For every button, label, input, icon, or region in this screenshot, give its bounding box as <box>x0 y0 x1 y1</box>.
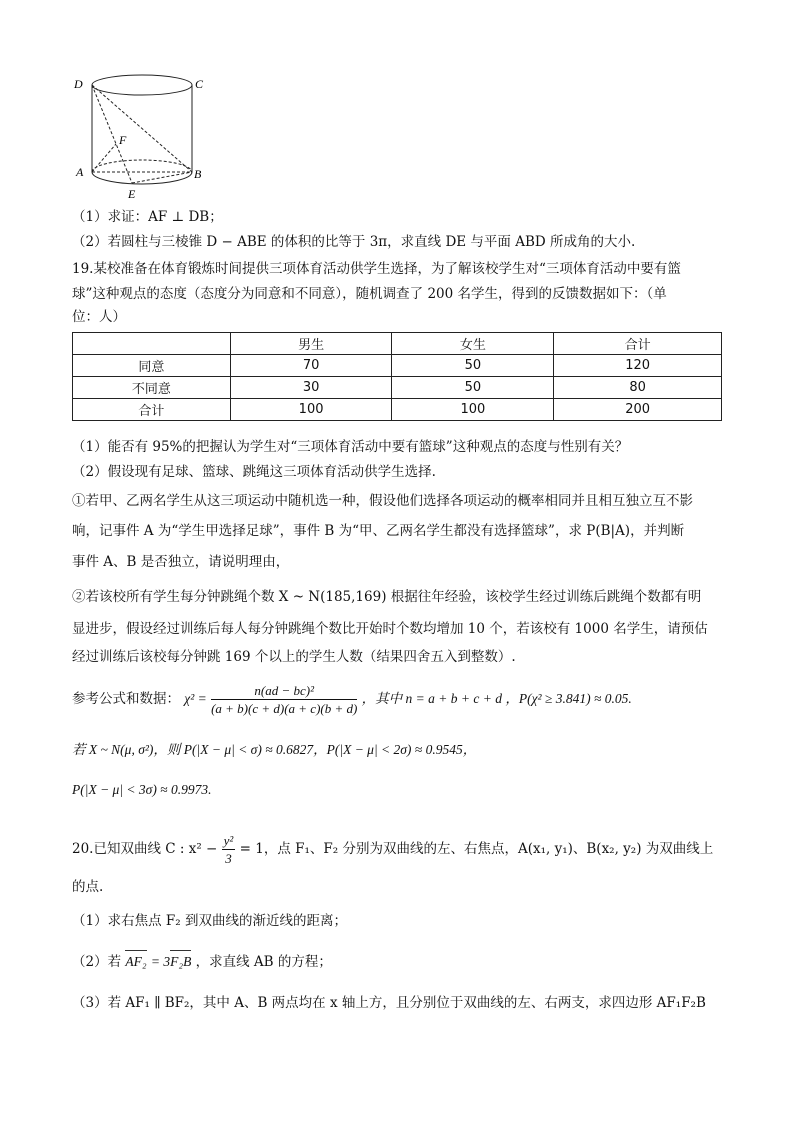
q18-part1: （1）求证：AF ⊥ DB； <box>72 209 223 225</box>
table-row <box>73 377 722 399</box>
q19-case1-line2: 响，记事件 A 为“学生甲选择足球”，事件 B 为“甲、乙两名学生都没有选择篮球”，求 P(B|A)，并判断 <box>72 523 685 539</box>
bottom-ellipse-back <box>92 160 192 172</box>
table-cell: 不同意 <box>73 377 231 399</box>
table-row <box>73 355 722 377</box>
table-row <box>73 399 722 421</box>
top-ellipse <box>92 75 192 95</box>
q19-intro-line1: 19.某校准备在体育锻炼时间提供三项体育活动供学生选择，为了解该校学生对“三项体育活动中要有篮 <box>72 261 681 277</box>
chi-square-fraction <box>211 682 357 717</box>
q20-intro <box>72 830 713 868</box>
table-cell: 同意 <box>73 355 231 377</box>
q19-case2-line2: 显进步，假设经过训练后每人每分钟跳绳个数比开始时个数均增加 10 个，若该校有 1000 名学生，请预估 <box>72 621 708 637</box>
reference-formula <box>72 680 632 718</box>
survey-table <box>72 332 722 421</box>
table-cell: 30 <box>230 377 392 399</box>
q20-part2-prefix: （2）若 <box>72 954 122 970</box>
table-header-row <box>73 333 722 355</box>
q19-case1-line1: ①若甲、乙两名学生从这三项运动中随机选一种，假设他们选择各项运动的概率相同并且相互独立互不影 <box>72 493 693 509</box>
table-header-cell: 女生 <box>392 333 554 355</box>
q19-case2-line3: 经过训练后该校每分钟跳 169 个以上的学生人数（结果四舍五入到整数）. <box>72 649 516 665</box>
table-cell: 80 <box>554 377 722 399</box>
line-EB <box>132 172 192 183</box>
line-AF <box>92 144 116 172</box>
table-cell: 70 <box>230 355 392 377</box>
table-cell: 合计 <box>73 399 231 421</box>
table-header-cell: 合计 <box>554 333 722 355</box>
q19-part1: （1）能否有 95%的把握认为学生对“三项体育活动中要有篮球”这种观点的态度与性别有关？ <box>72 439 629 455</box>
label-F: F <box>119 133 127 147</box>
normal-distribution-line2: P(|X − μ| < 3σ) ≈ 0.9973. <box>72 782 212 797</box>
fraction-denominator: 3 <box>225 851 232 866</box>
q19-intro-line3: 位：人） <box>72 309 126 325</box>
label-C: C <box>195 77 204 91</box>
label-B: B <box>194 167 202 181</box>
q20-part2-suffix: ，求直线 AB 的方程； <box>195 954 332 970</box>
table-header-cell <box>73 333 231 355</box>
q20-intro-line2: 的点. <box>72 879 104 895</box>
q20-intro-b: = 1，点 F₁、F₂ 分别为双曲线的左、右焦点，A(x₁, y₁)、B(x₂, y₂) 为双曲线上 <box>239 841 714 857</box>
q20-part3: （3）若 AF₁ ∥ BF₂，其中 A、B 两点均在 x 轴上方，且分别位于双曲线的左、右两支，求四边形 AF₁F₂B <box>72 995 706 1011</box>
bottom-ellipse-front <box>92 172 192 184</box>
reference-prefix: 参考公式和数据： <box>72 691 180 707</box>
fraction-numerator: y² <box>223 833 234 848</box>
table-cell: 100 <box>392 399 554 421</box>
label-E: E <box>128 187 136 201</box>
q19-intro-line2: 球”这种观点的态度（态度分为同意和不同意），随机调查了 200 名学生，得到的反馈数据如下：（单 <box>72 286 667 302</box>
table-cell: 200 <box>554 399 722 421</box>
fraction-numerator: n(ad − bc)² <box>211 682 357 700</box>
normal-distribution-line1: 若 X ~ N(μ, σ²)，则 P(|X − μ| < σ) ≈ 0.6827，P(|X − μ| < 2σ) ≈ 0.9545， <box>72 742 477 757</box>
q20-part2 <box>72 953 332 971</box>
vector-AF2: AF₂ <box>125 954 147 969</box>
reference-suffix: ，其中 n = a + b + c + d ，P(χ² ≥ 3.841) ≈ 0.05. <box>361 691 632 706</box>
line-DB <box>92 85 192 172</box>
q18-part2: （2）若圆柱与三棱锥 D − ABE 的体积的比等于 3π，求直线 DE 与平面 ABD 所成角的大小. <box>72 234 636 250</box>
label-D: D <box>74 77 83 91</box>
fraction-denominator: (a + b)(c + d)(a + c)(b + d) <box>211 701 358 716</box>
cylinder-figure <box>72 72 212 204</box>
chi-square-symbol: χ² = <box>184 691 207 706</box>
table-header-cell: 男生 <box>230 333 392 355</box>
vector-F2B: F₂B <box>170 954 192 969</box>
table-cell: 100 <box>230 399 392 421</box>
hyperbola-fraction <box>222 832 236 867</box>
table-cell: 50 <box>392 377 554 399</box>
q19-case1-line3: 事件 A、B 是否独立，请说明理由， <box>72 554 290 570</box>
q20-intro-a: 20.已知双曲线 C : x² − <box>72 841 218 857</box>
table-cell: 50 <box>392 355 554 377</box>
table-cell: 120 <box>554 355 722 377</box>
q20-part1: （1）求右焦点 F₂ 到双曲线的渐近线的距离； <box>72 913 347 929</box>
q19-part2: （2）假设现有足球、篮球、跳绳这三项体育活动供学生选择. <box>72 464 436 480</box>
q20-part2-eq: = 3 <box>150 954 171 969</box>
label-A: A <box>76 165 84 179</box>
q19-case2-line1: ②若该校所有学生每分钟跳绳个数 X ~ N(185,169) 根据往年经验，该校学生经过训练后跳绳个数都有明 <box>72 589 702 605</box>
